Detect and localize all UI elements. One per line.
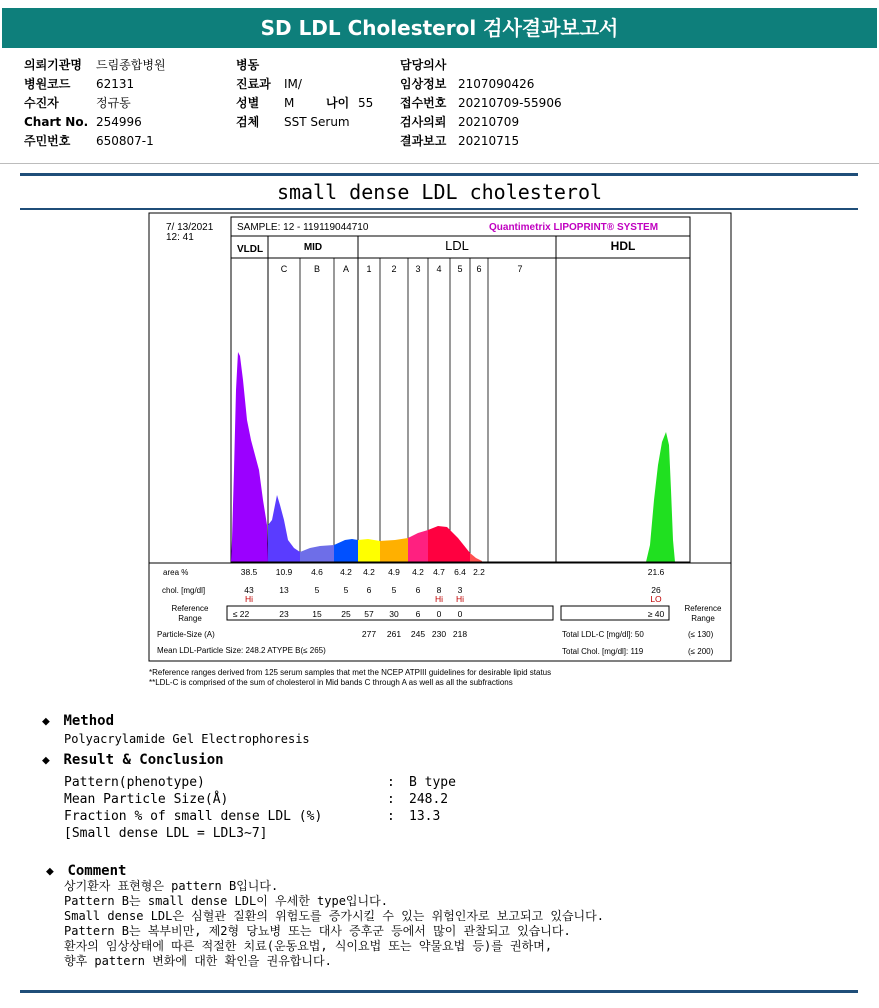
comment-line: Small dense LDL은 심혈관 질환의 위험도를 증가시킬 수 있는 위험인자로 보고되고 있습니다.: [64, 909, 604, 923]
total-ldl: Total LDL-C [mg/dl]: 50: [562, 630, 644, 639]
info-value: 20210715: [458, 134, 520, 148]
info-value: 62131: [96, 77, 135, 91]
info-label: 접수번호: [400, 96, 447, 110]
chol-flag: LO: [650, 594, 662, 604]
chol-value: 5: [314, 585, 320, 595]
band-label: 5: [457, 264, 463, 274]
info-label: 결과보고: [400, 134, 447, 148]
info-label: 성별: [236, 96, 260, 110]
ref-value: 6: [415, 609, 421, 619]
chol-value: 8: [436, 585, 442, 595]
method-section: [42, 713, 310, 746]
info-value: 정규동: [96, 96, 131, 110]
info-label: 검사의뢰: [400, 115, 447, 129]
result-title-row: [42, 752, 456, 768]
chol-value: 6: [415, 585, 421, 595]
particle-size-value: 245: [410, 629, 426, 639]
info-value: 드림종합병원: [96, 58, 166, 72]
hdl-ref-value: ≥ 40: [647, 609, 665, 619]
info-value-age: 55: [358, 96, 374, 110]
chol-value: 6: [366, 585, 372, 595]
result-label: Pattern(phenotype): [64, 775, 205, 790]
result-section: [42, 752, 456, 842]
total-chol: Total Chol. [mg/dl]: 119: [562, 647, 644, 656]
band-label: 7: [517, 264, 523, 274]
particle-size-value: 261: [386, 629, 402, 639]
chart-sample: SAMPLE: 12 - 119119044710: [237, 222, 369, 233]
ref-value: ≤ 22: [232, 609, 250, 619]
row-label-ref: Reference: [171, 604, 209, 613]
row-label-particle: Particle-Size (A): [157, 630, 215, 639]
area-value: 4.2: [340, 567, 352, 577]
trace-ldl-1: [358, 539, 380, 562]
result-colon: :: [387, 809, 395, 824]
row-label-chol: chol. [mg/dl]: [162, 586, 206, 595]
area-value: 4.2: [363, 567, 375, 577]
result-label: Fraction % of small dense LDL (%): [64, 809, 323, 824]
trace-ldl-4: [428, 526, 450, 562]
ref-value: 15: [312, 609, 322, 619]
footnote-1: *Reference ranges derived from 125 serum samples that met the NCEP ATPIII guidelines for desirable lipid status: [149, 668, 552, 677]
chol-value: 5: [391, 585, 397, 595]
ref-value: 25: [341, 609, 351, 619]
total-ldl-ref: (≤ 130): [688, 630, 714, 639]
comment-line: 환자의 임상상태에 따른 적절한 치료(운동요법, 식이요법 또는 약물요법 등)를 권하며,: [64, 939, 553, 953]
footnote-2: **LDL-C is comprised of the sum of cholesterol in Mid bands C through A as well as all the subfractions: [149, 678, 513, 687]
result-value: 248.2: [409, 792, 449, 807]
bottom-rule: [20, 990, 858, 993]
result-row: [64, 791, 456, 808]
band-label: 3: [415, 264, 421, 274]
area-value: 4.9: [388, 567, 400, 577]
info-label: 검체: [236, 115, 260, 129]
info-label: 임상정보: [400, 77, 447, 91]
band-label: 6: [476, 264, 482, 274]
comment-title-row: [46, 863, 604, 879]
diamond-bullet-icon: ◆: [46, 864, 54, 879]
report-header-title: SD LDL Cholesterol 검사결과보고서: [260, 16, 619, 40]
diamond-bullet-icon: ◆: [42, 714, 50, 729]
info-label-age: 나이: [326, 96, 350, 110]
info-value: M: [284, 96, 295, 110]
total-chol-ref: (≤ 200): [688, 647, 714, 656]
ref-value: 0: [436, 609, 442, 619]
area-value: 4.6: [311, 567, 323, 577]
area-value: 4.2: [412, 567, 424, 577]
info-value: 2107090426: [458, 77, 535, 91]
result-title: Result & Conclusion: [63, 752, 224, 768]
info-label: 진료과: [236, 77, 271, 91]
area-value: 38.5: [240, 567, 258, 577]
particle-size-value: 218: [452, 629, 468, 639]
group-label-ldl: LDL: [445, 238, 469, 253]
info-value: SST Serum: [284, 115, 350, 129]
method-text: Polyacrylamide Gel Electrophoresis: [64, 732, 310, 746]
trace-ldl-2: [380, 538, 408, 562]
comment-line: Pattern B는 small dense LDL이 우세한 type입니다.: [64, 894, 388, 908]
chart-time: 12: 41: [166, 232, 194, 243]
info-value: 650807-1: [96, 134, 154, 148]
comment-section: [46, 863, 604, 969]
row-label-area: area %: [163, 568, 189, 577]
ref-value: 0: [457, 609, 463, 619]
info-label: 담당의사: [400, 58, 447, 72]
chol-value: 5: [343, 585, 349, 595]
ref-right-label: Reference: [684, 604, 722, 613]
comment-line: 향후 pattern 변화에 대한 확인을 권유합니다.: [64, 954, 332, 968]
info-value: 20210709-55906: [458, 96, 562, 110]
ref-value: 57: [364, 609, 374, 619]
group-label-hdl: HDL: [610, 239, 636, 253]
chol-flag: Hi: [434, 594, 444, 604]
chol-value: 26: [651, 585, 661, 595]
chol-flag: Hi: [244, 594, 254, 604]
method-title: Method: [63, 713, 115, 729]
info-value: 20210709: [458, 115, 520, 129]
method-title-row: [42, 713, 310, 729]
ref-value: 23: [279, 609, 289, 619]
area-value: 6.4: [454, 567, 466, 577]
particle-size-value: 230: [431, 629, 447, 639]
band-label: 1: [366, 264, 372, 274]
mean-size: Mean LDL-Particle Size: 248.2 ATYPE B(≤ 265): [157, 646, 326, 655]
result-note: [Small dense LDL = LDL3~7]: [64, 826, 268, 841]
ref-value: 30: [389, 609, 399, 619]
comment-title: Comment: [67, 863, 127, 879]
comment-line: 상기환자 표현형은 pattern B입니다.: [64, 879, 279, 893]
chart-date: 7/ 13/2021: [166, 222, 214, 233]
report-title: small dense LDL cholesterol: [276, 180, 603, 204]
result-colon: :: [387, 775, 395, 790]
info-label: 수진자: [24, 96, 59, 110]
comment-line: Pattern B는 복부비만, 제2형 당뇨병 또는 대사 증후군 등에서 많이 관찰되고 있습니다.: [64, 924, 571, 938]
info-value: IM/: [284, 77, 302, 91]
group-label-mid: MID: [303, 242, 323, 253]
row-label-ref-2: Range: [178, 614, 202, 623]
area-value: 4.7: [433, 567, 445, 577]
particle-size-value: 277: [361, 629, 377, 639]
info-label: 주민번호: [24, 134, 71, 148]
area-value: 2.2: [473, 567, 485, 577]
result-colon: :: [387, 792, 395, 807]
info-label: Chart No.: [24, 115, 89, 129]
result-label: Mean Particle Size(Å): [64, 792, 229, 807]
diamond-bullet-icon: ◆: [42, 753, 50, 768]
info-label: 병원코드: [24, 77, 71, 91]
area-value: 10.9: [275, 567, 293, 577]
info-label: 병동: [236, 58, 260, 72]
result-row: [64, 774, 456, 791]
group-label-vldl: VLDL: [236, 244, 264, 255]
result-row: [64, 808, 456, 825]
chol-flag: Hi: [455, 594, 465, 604]
chart-brand: Quantimetrix LIPOPRINT® SYSTEM: [489, 222, 659, 233]
chol-value: 13: [279, 585, 289, 595]
info-label: 의뢰기관명: [24, 58, 82, 72]
band-label: C: [280, 264, 288, 274]
ref-right-label-2: Range: [691, 614, 715, 623]
result-value: B type: [409, 775, 456, 790]
chol-value: 43: [244, 585, 254, 595]
result-value: 13.3: [409, 809, 441, 824]
band-label: A: [342, 264, 350, 274]
band-label: B: [313, 264, 321, 274]
info-value: 254996: [96, 115, 142, 129]
band-label: 4: [436, 264, 442, 274]
chol-value: 3: [457, 585, 463, 595]
area-value: 21.6: [647, 567, 665, 577]
band-label: 2: [391, 264, 397, 274]
